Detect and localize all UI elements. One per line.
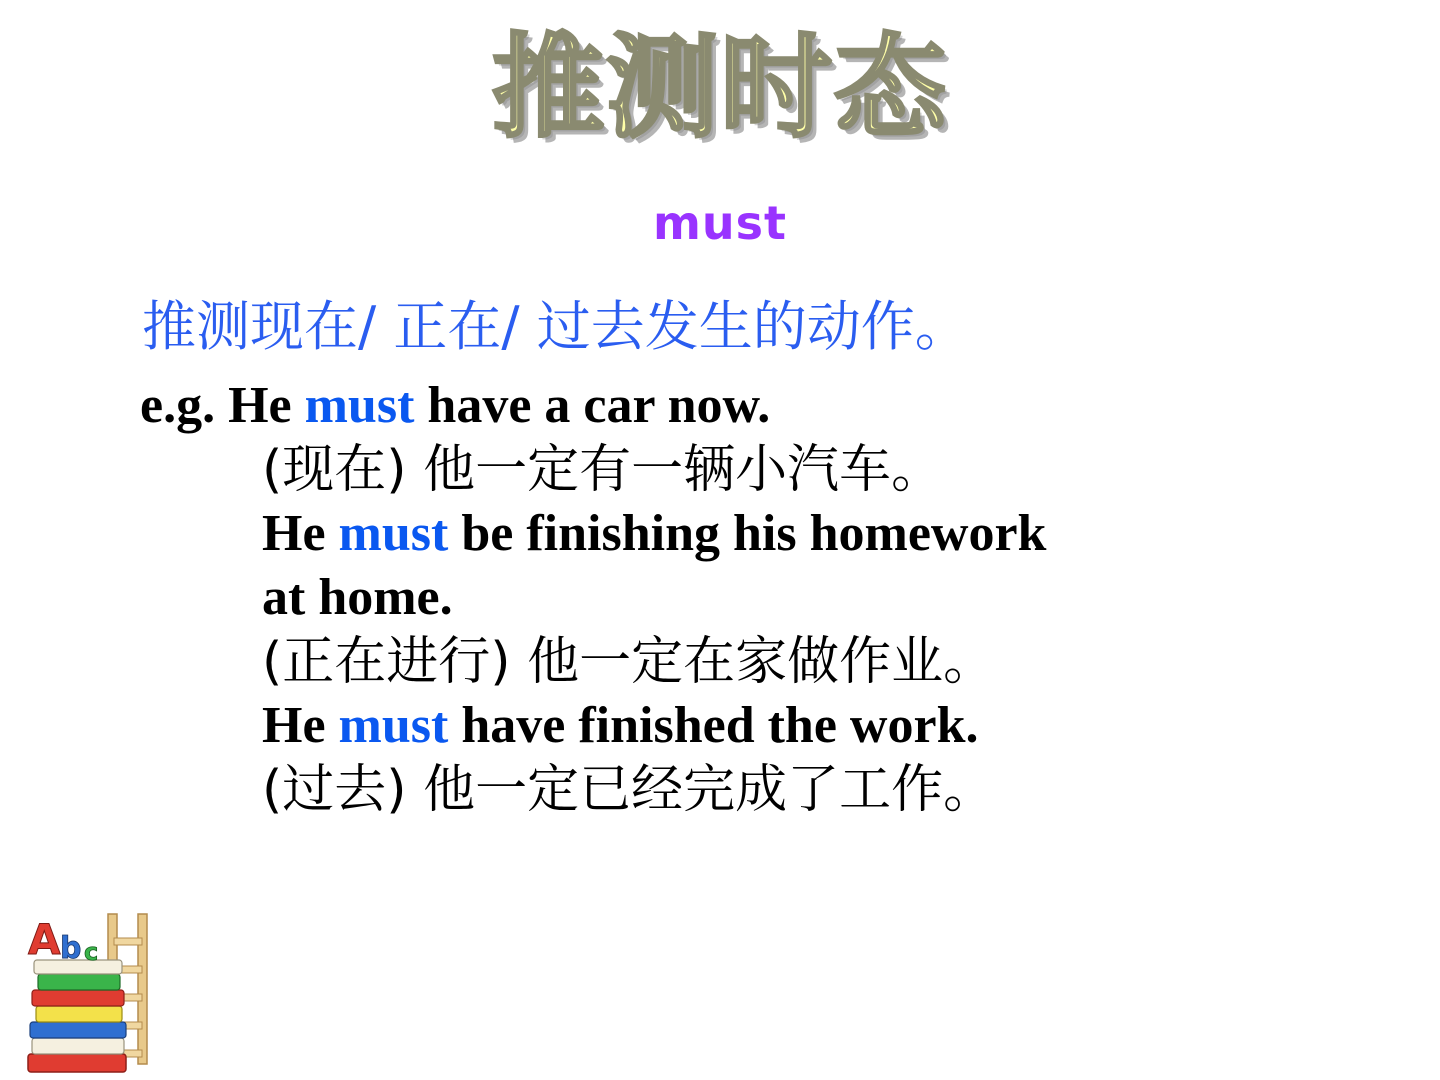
- example-line-2: [0, 505, 1440, 562]
- svg-text:c: c: [84, 938, 99, 966]
- books-and-ladder-icon: [22, 886, 172, 1076]
- example-line-3: [0, 697, 1440, 754]
- example-2-highlight: must: [338, 505, 449, 562]
- translation-line-2: (正在进行) 他一定在家做作业。: [262, 632, 996, 692]
- page-title: 推测时态: [492, 23, 948, 153]
- abc-letters-shape: [28, 915, 98, 966]
- example-line-1: [0, 377, 1440, 434]
- example-1-highlight: must: [304, 377, 415, 434]
- svg-text:A: A: [28, 915, 61, 964]
- example-3-suffix: have finished the work.: [448, 697, 979, 754]
- example-3-highlight: must: [338, 697, 449, 754]
- translation-line-3: (过去) 他一定已经完成了工作。: [262, 760, 996, 820]
- book-stack-shape: [28, 960, 126, 1072]
- svg-text:b: b: [60, 931, 82, 966]
- translation-line-1: (现在) 他一定有一辆小汽车。: [262, 440, 944, 500]
- example-2-prefix: He: [262, 505, 339, 562]
- example-line-2-continued: at home.: [262, 569, 453, 626]
- example-1-suffix: have a car now.: [414, 377, 771, 434]
- example-1-prefix: e.g. He: [140, 377, 305, 434]
- example-2-suffix: be finishing his homework: [448, 505, 1047, 562]
- example-3-prefix: He: [262, 697, 339, 754]
- slide-subtitle: must: [652, 196, 788, 250]
- slide-title-container: [0, 22, 1440, 154]
- slide-body: [0, 295, 1440, 828]
- intro-line: 推测现在/ 正在/ 过去发生的动作。: [142, 295, 969, 358]
